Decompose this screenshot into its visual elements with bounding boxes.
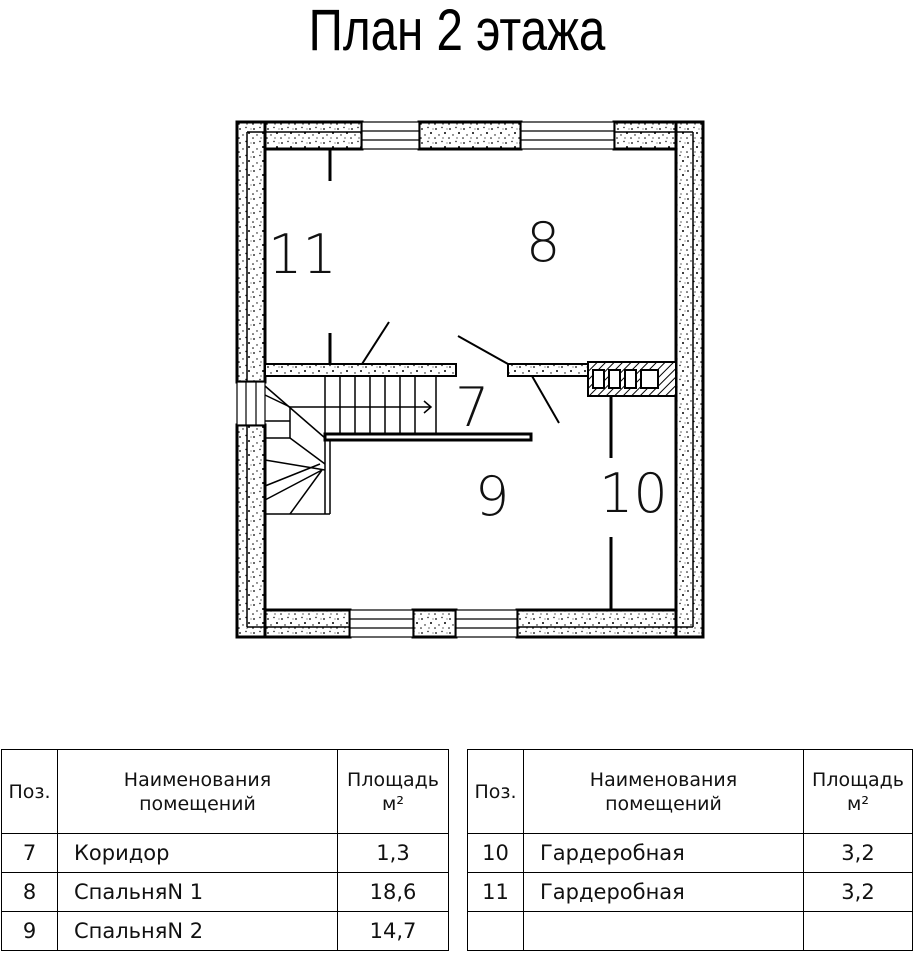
- cell-name: Гардеробная: [524, 873, 804, 912]
- cell-area: 1,3: [338, 834, 449, 873]
- table-row: [468, 873, 913, 912]
- header-name-line1: Наименования: [123, 768, 272, 791]
- header-name-line2: помещений: [139, 792, 256, 815]
- room-table-left: [1, 749, 449, 951]
- cell-pos: [468, 912, 524, 951]
- header-pos: Поз.: [468, 750, 524, 834]
- cell-pos: 8: [2, 873, 58, 912]
- cell-area: 3,2: [804, 834, 913, 873]
- header-name-line1: Наименования: [589, 768, 738, 791]
- room-number-9: 9: [475, 465, 510, 528]
- cell-name: СпальняN 2: [58, 912, 338, 951]
- header-area-line2: м²: [382, 792, 404, 815]
- table-row: [2, 912, 449, 951]
- cell-name: [524, 912, 804, 951]
- table-row: [468, 912, 913, 951]
- cell-name: СпальняN 1: [58, 873, 338, 912]
- header-area-line2: м²: [847, 792, 869, 815]
- header-name: [524, 750, 804, 834]
- header-area: [338, 750, 449, 834]
- page-title: План 2 этажа: [308, 0, 606, 63]
- cell-name: Коридор: [58, 834, 338, 873]
- cell-area: 18,6: [338, 873, 449, 912]
- room-number-8: 8: [526, 211, 561, 274]
- header-area-line1: Площадь: [347, 768, 439, 791]
- chimney-block: [588, 362, 676, 396]
- header-area: [804, 750, 913, 834]
- cell-pos: 7: [2, 834, 58, 873]
- interior-walls: [265, 364, 588, 376]
- room-number-11: 11: [268, 223, 337, 286]
- staircase: [265, 376, 436, 514]
- windows: [237, 122, 614, 637]
- cell-area: 3,2: [804, 873, 913, 912]
- room-table-right: [467, 749, 913, 951]
- cell-name: Гардеробная: [524, 834, 804, 873]
- table-row: [2, 873, 449, 912]
- table-row: [2, 834, 449, 873]
- header-name-line2: помещений: [605, 792, 722, 815]
- cell-area: [804, 912, 913, 951]
- table-header-row: [2, 750, 449, 834]
- room-number-10: 10: [599, 462, 668, 525]
- header-area-line1: Площадь: [812, 768, 904, 791]
- header-pos: Поз.: [2, 750, 58, 834]
- header-name: [58, 750, 338, 834]
- table-header-row: [468, 750, 913, 834]
- room-number-7: 7: [455, 376, 490, 439]
- cell-pos: 9: [2, 912, 58, 951]
- cell-area: 14,7: [338, 912, 449, 951]
- table-row: [468, 834, 913, 873]
- stair-handrail: [325, 434, 531, 440]
- cell-pos: 10: [468, 834, 524, 873]
- cell-pos: 11: [468, 873, 524, 912]
